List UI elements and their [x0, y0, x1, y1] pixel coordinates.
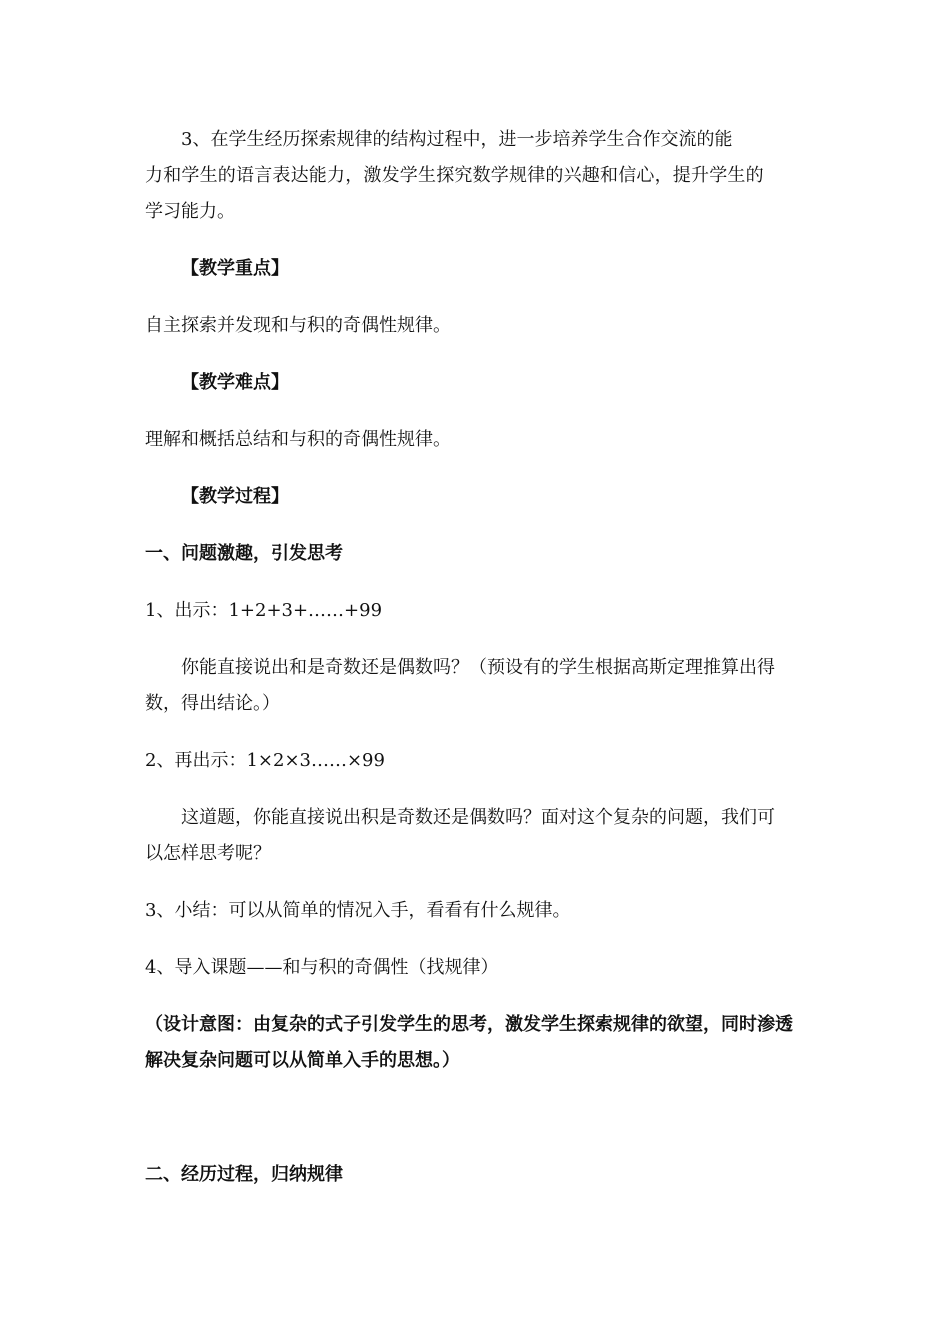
process-heading: 【教学过程】: [181, 486, 289, 507]
section-2-title: 二、经历过程，归纳规律: [145, 1164, 343, 1185]
item-2: 2、再出示：1×2×3……×99: [145, 750, 385, 771]
section-1-title: 一、问题激趣，引发思考: [145, 543, 343, 564]
item-1-question-line-1: 你能直接说出和是奇数还是偶数吗？（预设有的学生根据高斯定理推算出得: [181, 657, 775, 678]
item-1: 1、出示：1+2+3+……+99: [145, 600, 383, 621]
item-2-question-line-1: 这道题，你能直接说出积是奇数还是偶数吗？面对这个复杂的问题，我们可: [181, 807, 775, 828]
key-points-heading: 【教学重点】: [181, 258, 289, 279]
objective-3-line-2: 力和学生的语言表达能力，激发学生探究数学规律的兴趣和信心，提升学生的: [145, 165, 764, 186]
item-2-question-line-2: 以怎样思考呢？: [145, 843, 271, 864]
objective-3-line-1: 3、在学生经历探索规律的结构过程中，进一步培养学生合作交流的能: [181, 129, 733, 150]
difficulties-heading: 【教学难点】: [181, 372, 289, 393]
key-points-text: 自主探索并发现和与积的奇偶性规律。: [145, 315, 451, 336]
difficulties-text: 理解和概括总结和与积的奇偶性规律。: [145, 429, 451, 450]
item-4: 4、导入课题——和与积的奇偶性（找规律）: [145, 957, 499, 978]
design-intent-line-1: （设计意图：由复杂的式子引发学生的思考，激发学生探索规律的欲望，同时渗透: [145, 1014, 793, 1035]
item-1-question-line-2: 数，得出结论。）: [145, 693, 280, 714]
design-intent-line-2: 解决复杂问题可以从简单入手的思想。）: [145, 1050, 460, 1071]
objective-3-line-3: 学习能力。: [145, 201, 235, 222]
item-3: 3、小结：可以从简单的情况入手，看看有什么规律。: [145, 900, 571, 921]
